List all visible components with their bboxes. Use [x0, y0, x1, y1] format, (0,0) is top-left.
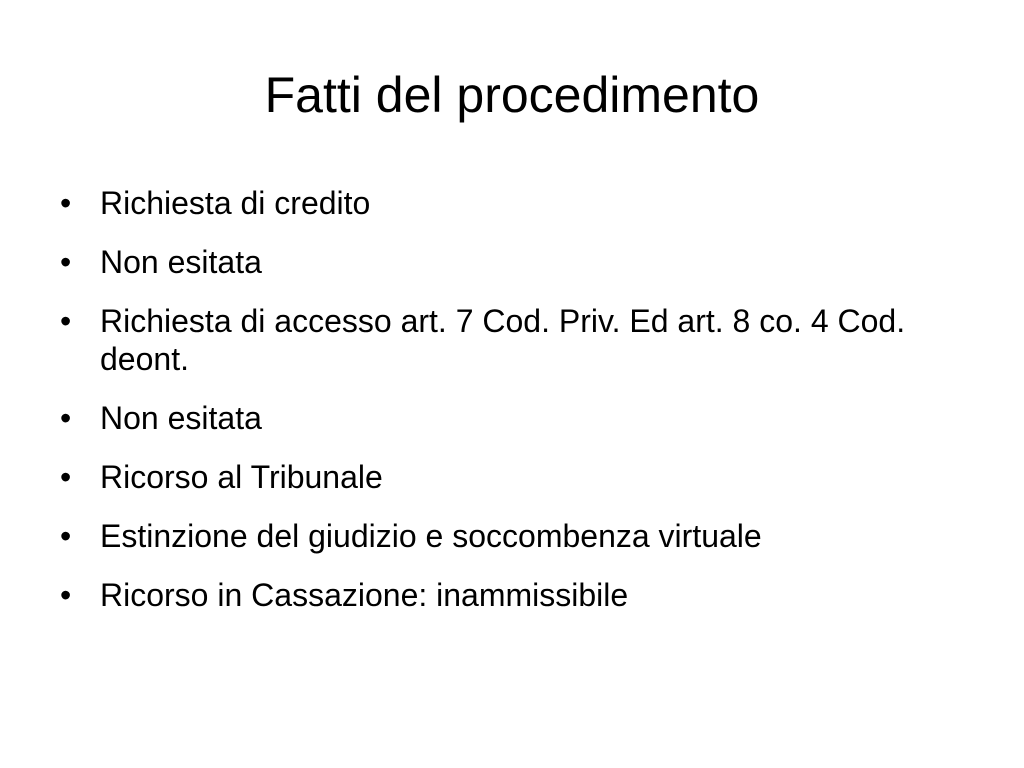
list-item	[58, 517, 978, 555]
list-item	[58, 302, 978, 378]
bullet-icon: •	[60, 303, 72, 339]
bullet-icon: •	[60, 244, 72, 280]
list-item-text: Ricorso in Cassazione: inammissibile	[100, 577, 629, 613]
slide-title: Fatti del procedimento	[264, 67, 760, 123]
list-item	[58, 458, 978, 496]
list-item-text: Non esitata	[100, 400, 262, 436]
bullet-icon: •	[60, 400, 72, 436]
list-item	[58, 184, 978, 222]
list-item	[58, 243, 978, 281]
list-item-text: Richiesta di accesso art. 7 Cod. Priv. Ed art. 8 co. 4 Cod. deont.	[100, 303, 906, 377]
bullet-icon: •	[60, 577, 72, 613]
list-item-text: Richiesta di credito	[100, 185, 371, 221]
list-item-text: Ricorso al Tribunale	[100, 459, 383, 495]
bullet-icon: •	[60, 518, 72, 554]
list-item-text: Estinzione del giudizio e soccombenza virtuale	[100, 518, 762, 554]
list-item	[58, 576, 978, 614]
bullet-list	[58, 184, 978, 635]
list-item	[58, 399, 978, 437]
bullet-icon: •	[60, 459, 72, 495]
list-item-text: Non esitata	[100, 244, 262, 280]
bullet-icon: •	[60, 185, 72, 221]
